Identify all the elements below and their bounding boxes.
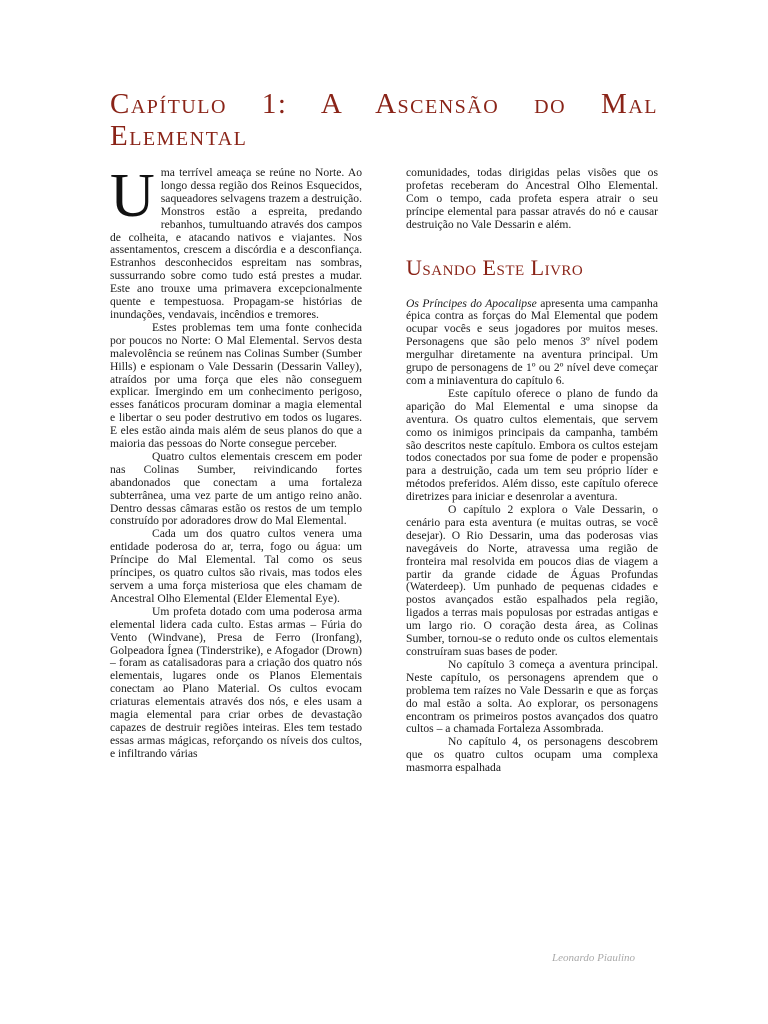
book-title-italic: Os Príncipes do Apocalipse	[406, 296, 537, 310]
paragraph: No capítulo 4, os personagens descobrem que os quatro cultos ocupam uma complexa masmorra espalhada	[406, 735, 658, 775]
left-column	[110, 162, 362, 761]
paragraph-text: apresenta uma campanha épica contra as forças do Mal Elemental que podem ocupar vocês e seus jogadores por muitos meses. Personagens que são pelo menos 3º nível podem mergulhar diretamente na aventura principal. Um grupo de personagens de 1º ou 2º nível deve começar com a miniaventura do capítulo 6.	[406, 296, 658, 387]
paragraph: Quatro cultos elementais crescem em poder nas Colinas Sumber, reivindicando fortes abandonados que conectam a uma fortaleza subterrânea, uma vez parte de um antigo reino anão. Dentro dessas câmaras estão os restos de um templo construído por adoradores drow do Mal Elemental.	[110, 449, 362, 528]
paragraph	[406, 298, 658, 388]
drop-cap: U	[110, 162, 155, 230]
footer-signature: Leonardo Piaulino	[552, 952, 636, 964]
paragraph: Cada um dos quatro cultos venera uma entidade poderosa do ar, terra, fogo ou água: um Príncipe do Mal Elemental. Tal como os seus príncipes, os quatro cultos são rivais, mas todos eles servem a uma força misteriosa que eles chamam de Ancestral Olho Elemental (Elder Elemental Eye).	[110, 527, 362, 605]
section-title: Usando Este Livro	[406, 254, 584, 280]
paragraph: Um profeta dotado com uma poderosa arma elemental lidera cada culto. Estas armas – Fúria do Vento (Windvane), Presa de Ferro (Ironfang), Golpeadora Ígnea (Tinderstrike), e Afogador (Drown) – foram as catalisadoras para a criação dos quatro nós elementais, lugares onde os Planos Elementais conectam ao Plano Material. Os cultos evocam criaturas elementais através dos nós, e eles usam a magia elemental para criar orbes de devastação capazes de destruir regiões inteiras. Eles tem testado essas armas mágicas, reforçando os níveis dos cultos, e infiltrando várias	[110, 604, 362, 760]
intro-paragraph-text: ma terrível ameaça se reúne no Norte. Ao longo dessa região dos Reinos Esquecidos, saqueadores selvagens trazem a destruição. Monstros estão a espreita, predando rebanhos, tumultuando através dos campos de colheita, e atacando nativos e viajantes. Nos assentamentos, crescem a discórdia e a desconfiança. Estranhos desconhecidos espreitam nas sombras, sussurrando sobre como tudo está prestes a mudar. Este ano trouxe uma primavera excepcionalmente quente e tempestuosa. Propagam-se histórias de inundações, vendavais, incêndios e tremores.	[110, 166, 362, 321]
chapter-title: Capítulo 1: A Ascensão do Mal Elemental	[110, 88, 658, 152]
intro-paragraph	[110, 162, 362, 322]
paragraph: comunidades, todas dirigidas pelas visões que os profetas receberam do Ancestral Olho Elemental. Com o tempo, cada profeta espera atrair o seu príncipe elemental para passar através do nó e causar destruição no Vale Dessarin e além.	[406, 166, 658, 231]
right-column	[406, 167, 658, 775]
paragraph: Este capítulo oferece o plano de fundo da aparição do Mal Elemental e uma sinopse da aventura. Os quatro cultos elementais, que servem como os inimigos principais da campanha, também são descritos neste capítulo. Embora os cultos estejam todos conectados por sua fome de poder e propensão para a destruição, cada um tem seu próprio líder e métodos preferidos. Além disso, este capítulo oferece diretrizes para iniciar e desenrolar a aventura.	[406, 386, 658, 504]
paragraph: O capítulo 2 explora o Vale Dessarin, o cenário para esta aventura (e muitas outras, se você desejar). O Rio Dessarin, uma das poderosas vias navegáveis do Norte, atravessa uma região de fronteira mal resolvida em poucos dias de viagem a partir da grande cidade de Águas Profundas (Waterdeep). Um punhado de pequenas cidades e postos avançados estão espalhados pela região, ligados a terras mais populosas por estradas antigas e um largo rio. O coração desta área, as Colinas Sumber, tornou-se o reduto onde os cultos elementais construíram suas bases de poder.	[406, 503, 658, 658]
paragraph: Estes problemas tem uma fonte conhecida por poucos no Norte: O Mal Elemental. Servos desta malevolência se reúnem nas Colinas Sumber (Sumber Hills) e espionam o Vale Dessarin (Dessarin Valley), atraídos por uma força que eles não conseguem explicar. Imergindo em um conhecimento perigoso, esses fanáticos procuram dominar a magia elemental e libertar o seu poder destrutivo em todos os lugares. E eles estão ainda mais além de seus planos do que a maioria das pessoas do Norte consegue perceber.	[110, 320, 362, 451]
paragraph: No capítulo 3 começa a aventura principal. Neste capítulo, os personagens aprendem que o problema tem raízes no Vale Dessarin e que as forças do mal estão a solta. Ao explorar, os personagens encontram os primeiros postos avançados dos quatro cultos – a chamada Fortaleza Assombrada.	[406, 657, 658, 736]
